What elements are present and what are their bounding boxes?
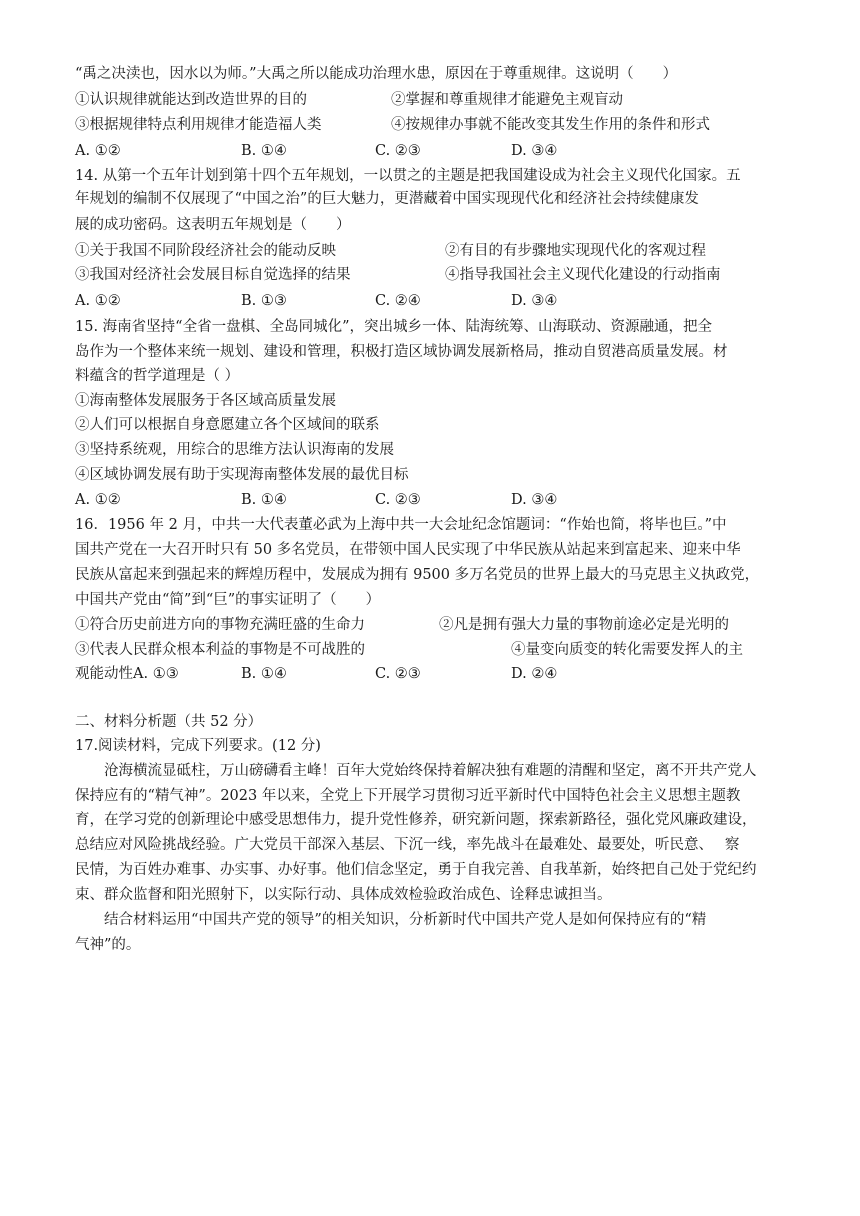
q17-title: 17.阅读材料，完成下列要求。(12 分) [75, 738, 321, 754]
q16-choices [75, 663, 787, 685]
q16-stem-line3: 民族从富起来到强起来的辉煌历程中，发展成为拥有 9500 多万名党员的世界上最大的马克思主义执政党， [75, 567, 760, 583]
q14-statement-2: ②有目的有步骤地实现现代化的客观过程 [445, 243, 706, 259]
q15-statement-2: ②人们可以根据自身意愿建立各个区域间的联系 [75, 417, 380, 433]
q16-statement-1: ①符合历史前进方向的事物充满旺盛的生命力 [75, 617, 365, 633]
q17-task-line1: 结合材料运用“中国共产党的领导”的相关知识，分析新时代中国共产党人是如何保持应有的“精 [104, 912, 707, 928]
q15-choice-b[interactable]: B. ①④ [241, 492, 287, 508]
q13-stem: “禹之决渎也，因水以为师。”大禹之所以能成功治理水患，原因在于尊重规律。这说明（ ） [75, 66, 678, 82]
q14-statement-1: ①关于我国不同阶段经济社会的能动反映 [75, 243, 336, 259]
q15-choice-d[interactable]: D. ③④ [511, 492, 558, 508]
q14-statements-row2 [75, 264, 787, 286]
q14-stem-line3: 展的成功密码。这表明五年规划是（ ） [75, 217, 351, 233]
q17-material-line6: 束、群众监督和阳光照射下，以实际行动、具体成效检验政治成色、诠释忠诚担当。 [75, 887, 612, 903]
q15-stem-line3: 料蕴含的哲学道理是（ ） [75, 368, 240, 384]
q16-stem-line2: 国共产党在一大召开时只有 50 多名党员，在带领中国人民实现了中华民族从站起来到富起来、迎来中华 [75, 542, 741, 558]
q14-choice-c[interactable]: C. ②④ [375, 293, 421, 309]
q14-choice-a[interactable]: A. ①② [75, 293, 121, 309]
q13-choice-b[interactable]: B. ①④ [241, 143, 287, 159]
q15-statement-3: ③坚持系统观，用综合的思维方法认识海南的发展 [75, 442, 394, 458]
q15-stem-line1: 15. 海南省坚持“全省一盘棋、全岛同城化”，突出城乡一体、陆海统筹、山海联动、资源融通，把全 [75, 319, 712, 335]
section2-heading: 二、材料分析题（共 52 分） [75, 714, 263, 730]
q15-statement-4: ④区域协调发展有助于实现海南整体发展的最优目标 [75, 467, 409, 483]
q17-task-line2: 气神”的。 [75, 937, 141, 953]
answer-space[interactable] [75, 965, 787, 1185]
q16-choice-b[interactable]: B. ①④ [241, 666, 287, 682]
q13-statement-1: ①认识规律就能达到改造世界的目的 [75, 92, 307, 108]
q16-stem-line1: 16．1956 年 2 月，中共一大代表董必武为上海中共一大会址纪念馆题词：“作始也简，将毕也巨。”中 [75, 517, 727, 533]
q17-material-line2: 保持应有的“精气神”。2023 年以来，全党上下开展学习贯彻习近平新时代中国特色社会主义思想主题教 [75, 788, 741, 804]
q13-choice-c[interactable]: C. ②③ [375, 143, 421, 159]
q15-choice-c[interactable]: C. ②③ [375, 492, 421, 508]
q16-statements-row1 [75, 614, 787, 636]
q16-choice-d[interactable]: D. ②④ [511, 666, 558, 682]
q15-statement-1: ①海南整体发展服务于各区域高质量发展 [75, 393, 336, 409]
q13-statement-2: ②掌握和尊重规律才能避免主观盲动 [391, 92, 623, 108]
q17-material-line5: 民情，为百姓办难事、办实事、办好事。他们信念坚定，勇于自我完善、自我革新，始终把自己处于党纪约 [75, 862, 757, 878]
q13-choices [75, 140, 787, 162]
q16-choice-a-line[interactable]: 观能动性A. ①③ [75, 666, 179, 682]
q14-stem-line2: 年规划的编制不仅展现了“中国之治”的巨大魅力，更潜藏着中国实现现代化和经济社会持续健康发 [75, 191, 699, 207]
q13-choice-a[interactable]: A. ①② [75, 143, 121, 159]
q13-statements-row1 [75, 89, 787, 111]
q14-stem-line1: 14. 从第一个五年计划到第十四个五年规划，一以贯之的主题是把我国建设成为社会主义现代化国家。五 [75, 168, 741, 184]
q16-stem-line4: 中国共产党由“简”到“巨”的事实证明了（ ） [75, 592, 381, 608]
q16-choice-c[interactable]: C. ②③ [375, 666, 421, 682]
q16-statement-3: ③代表人民群众根本利益的事物是不可战胜的 [75, 642, 365, 658]
q14-choice-d[interactable]: D. ③④ [511, 293, 558, 309]
q14-choices [75, 290, 787, 312]
q14-statement-3: ③我国对经济社会发展目标自觉选择的结果 [75, 267, 351, 283]
q16-statement-2: ②凡是拥有强大力量的事物前途必定是光明的 [439, 617, 729, 633]
q15-choice-a[interactable]: A. ①② [75, 492, 121, 508]
q13-statement-4: ④按规律办事就不能改变其发生作用的条件和形式 [391, 117, 710, 133]
q13-statement-3: ③根据规律特点利用规律才能造福人类 [75, 117, 322, 133]
q16-statement-4: ④量变向质变的转化需要发挥人的主 [511, 642, 743, 658]
q17-material-line3: 育，在学习党的创新理论中感受思想伟力，提升党性修养，研究新问题，探索新路径，强化党风廉政建设， [75, 812, 757, 828]
q15-stem-line2: 岛作为一个整体来统一规划、建设和管理，积极打造区域协调发展新格局，推动自贸港高质量发展。材 [75, 344, 728, 360]
q13-statements-row2 [75, 114, 787, 136]
q16-statements-row2 [75, 639, 787, 661]
q14-choice-b[interactable]: B. ①③ [241, 293, 287, 309]
q14-statements-row1 [75, 240, 787, 262]
q13-choice-d[interactable]: D. ③④ [511, 143, 558, 159]
q17-material-line1: 沧海横流显砥柱，万山磅礴看主峰！百年大党始终保持着解决独有难题的清醒和坚定，离不开共产党人 [104, 763, 757, 779]
q14-statement-4: ④指导我国社会主义现代化建设的行动指南 [445, 267, 721, 283]
q17-material-line4: 总结应对风险挑战经验。广大党员干部深入基层、下沉一线，率先战斗在最难处、最要处，听民意、 察 [75, 837, 740, 853]
q15-choices [75, 489, 787, 511]
